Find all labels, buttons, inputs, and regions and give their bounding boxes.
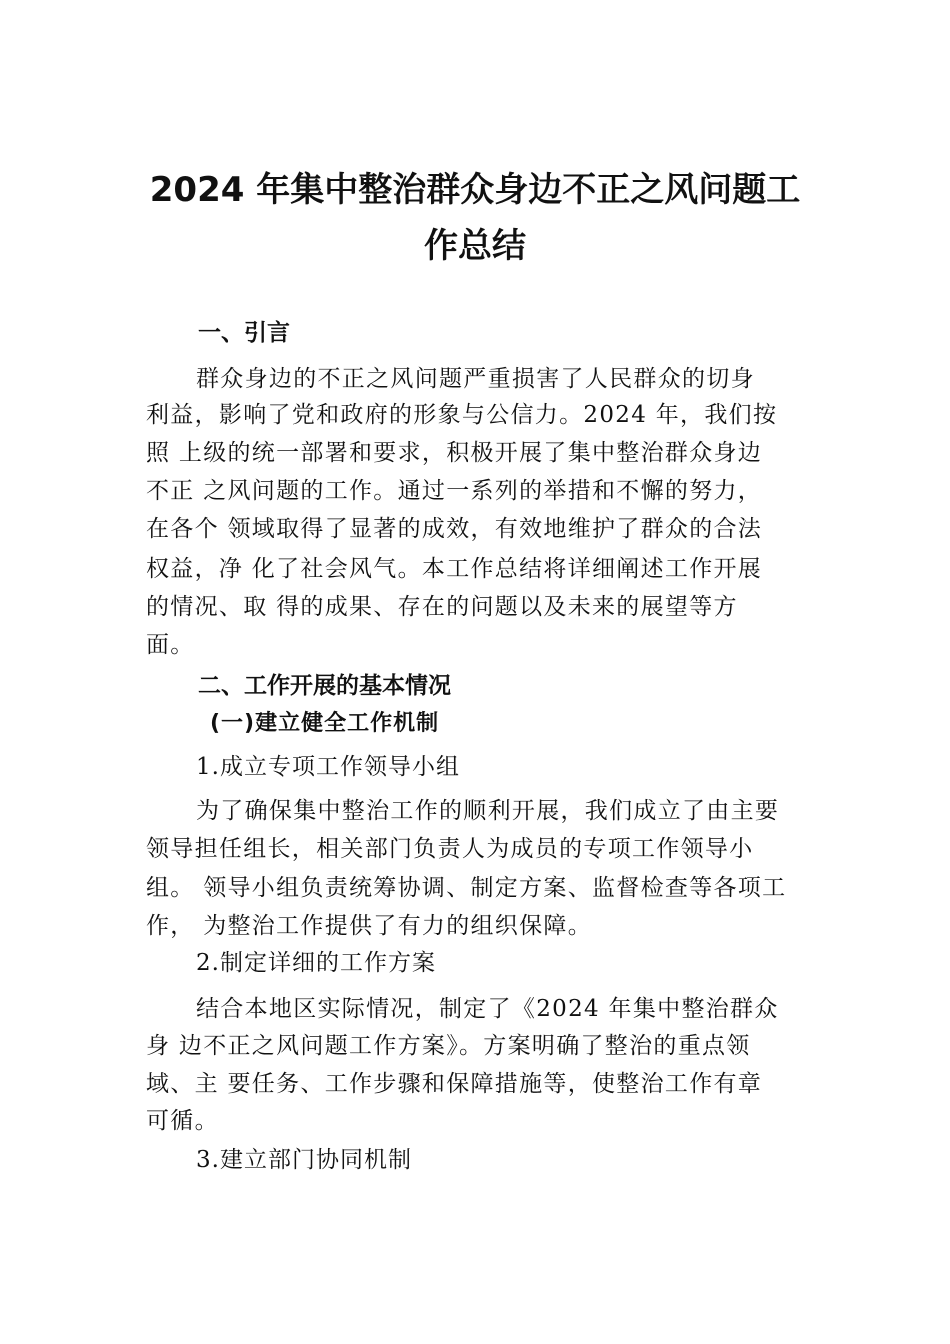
section-heading-basic-situation: 二、工作开展的基本情况 (198, 673, 451, 699)
item-title-work-plan: 2.制定详细的工作方案 (196, 950, 436, 976)
paragraph-line: 照 上级的统一部署和要求，积极开展了集中整治群众身边 (146, 440, 763, 466)
paragraph-line: 组。 领导小组负责统筹协调、制定方案、监督检查等各项工 (146, 875, 787, 901)
paragraph-line: 可循。 (146, 1108, 219, 1134)
subsection-heading-mechanism: (一)建立健全工作机制 (210, 711, 440, 736)
item-title-coordination: 3.建立部门协同机制 (196, 1147, 412, 1173)
item-title-leading-group: 1.成立专项工作领导小组 (196, 754, 460, 780)
paragraph-line: 域、主 要任务、工作步骤和保障措施等，使整治工作有章 (146, 1071, 763, 1097)
document-title-line-2: 作总结 (424, 226, 526, 266)
paragraph-line: 为了确保集中整治工作的顺利开展，我们成立了由主要 (196, 798, 780, 824)
paragraph-line: 利益，影响了党和政府的形象与公信力。2024 年，我们按 (146, 402, 778, 428)
paragraph-line: 群众身边的不正之风问题严重损害了人民群众的切身 (196, 366, 755, 392)
paragraph-line: 面。 (146, 632, 195, 658)
paragraph-line: 作， 为整治工作提供了有力的组织保障。 (146, 913, 593, 939)
document-title-line-1: 2024 年集中整治群众身边不正之风问题工 (149, 170, 801, 210)
paragraph-line: 不正 之风问题的工作。通过一系列的举措和不懈的努力， (146, 478, 763, 504)
paragraph-line: 领导担任组长，相关部门负责人为成员的专项工作领导小 (146, 836, 754, 862)
paragraph-line: 身 边不正之风问题工作方案》。方案明确了整治的重点领 (146, 1033, 751, 1059)
paragraph-line: 结合本地区实际情况，制定了《2024 年集中整治群众 (196, 996, 779, 1022)
paragraph-line: 权益，净 化了社会风气。本工作总结将详细阐述工作开展 (146, 556, 763, 582)
paragraph-line: 的情况、取 得的成果、存在的问题以及未来的展望等方 (146, 594, 738, 620)
section-heading-introduction: 一、引言 (198, 320, 290, 346)
paragraph-line: 在各个 领域取得了显著的成效，有效地维护了群众的合法 (146, 516, 763, 542)
